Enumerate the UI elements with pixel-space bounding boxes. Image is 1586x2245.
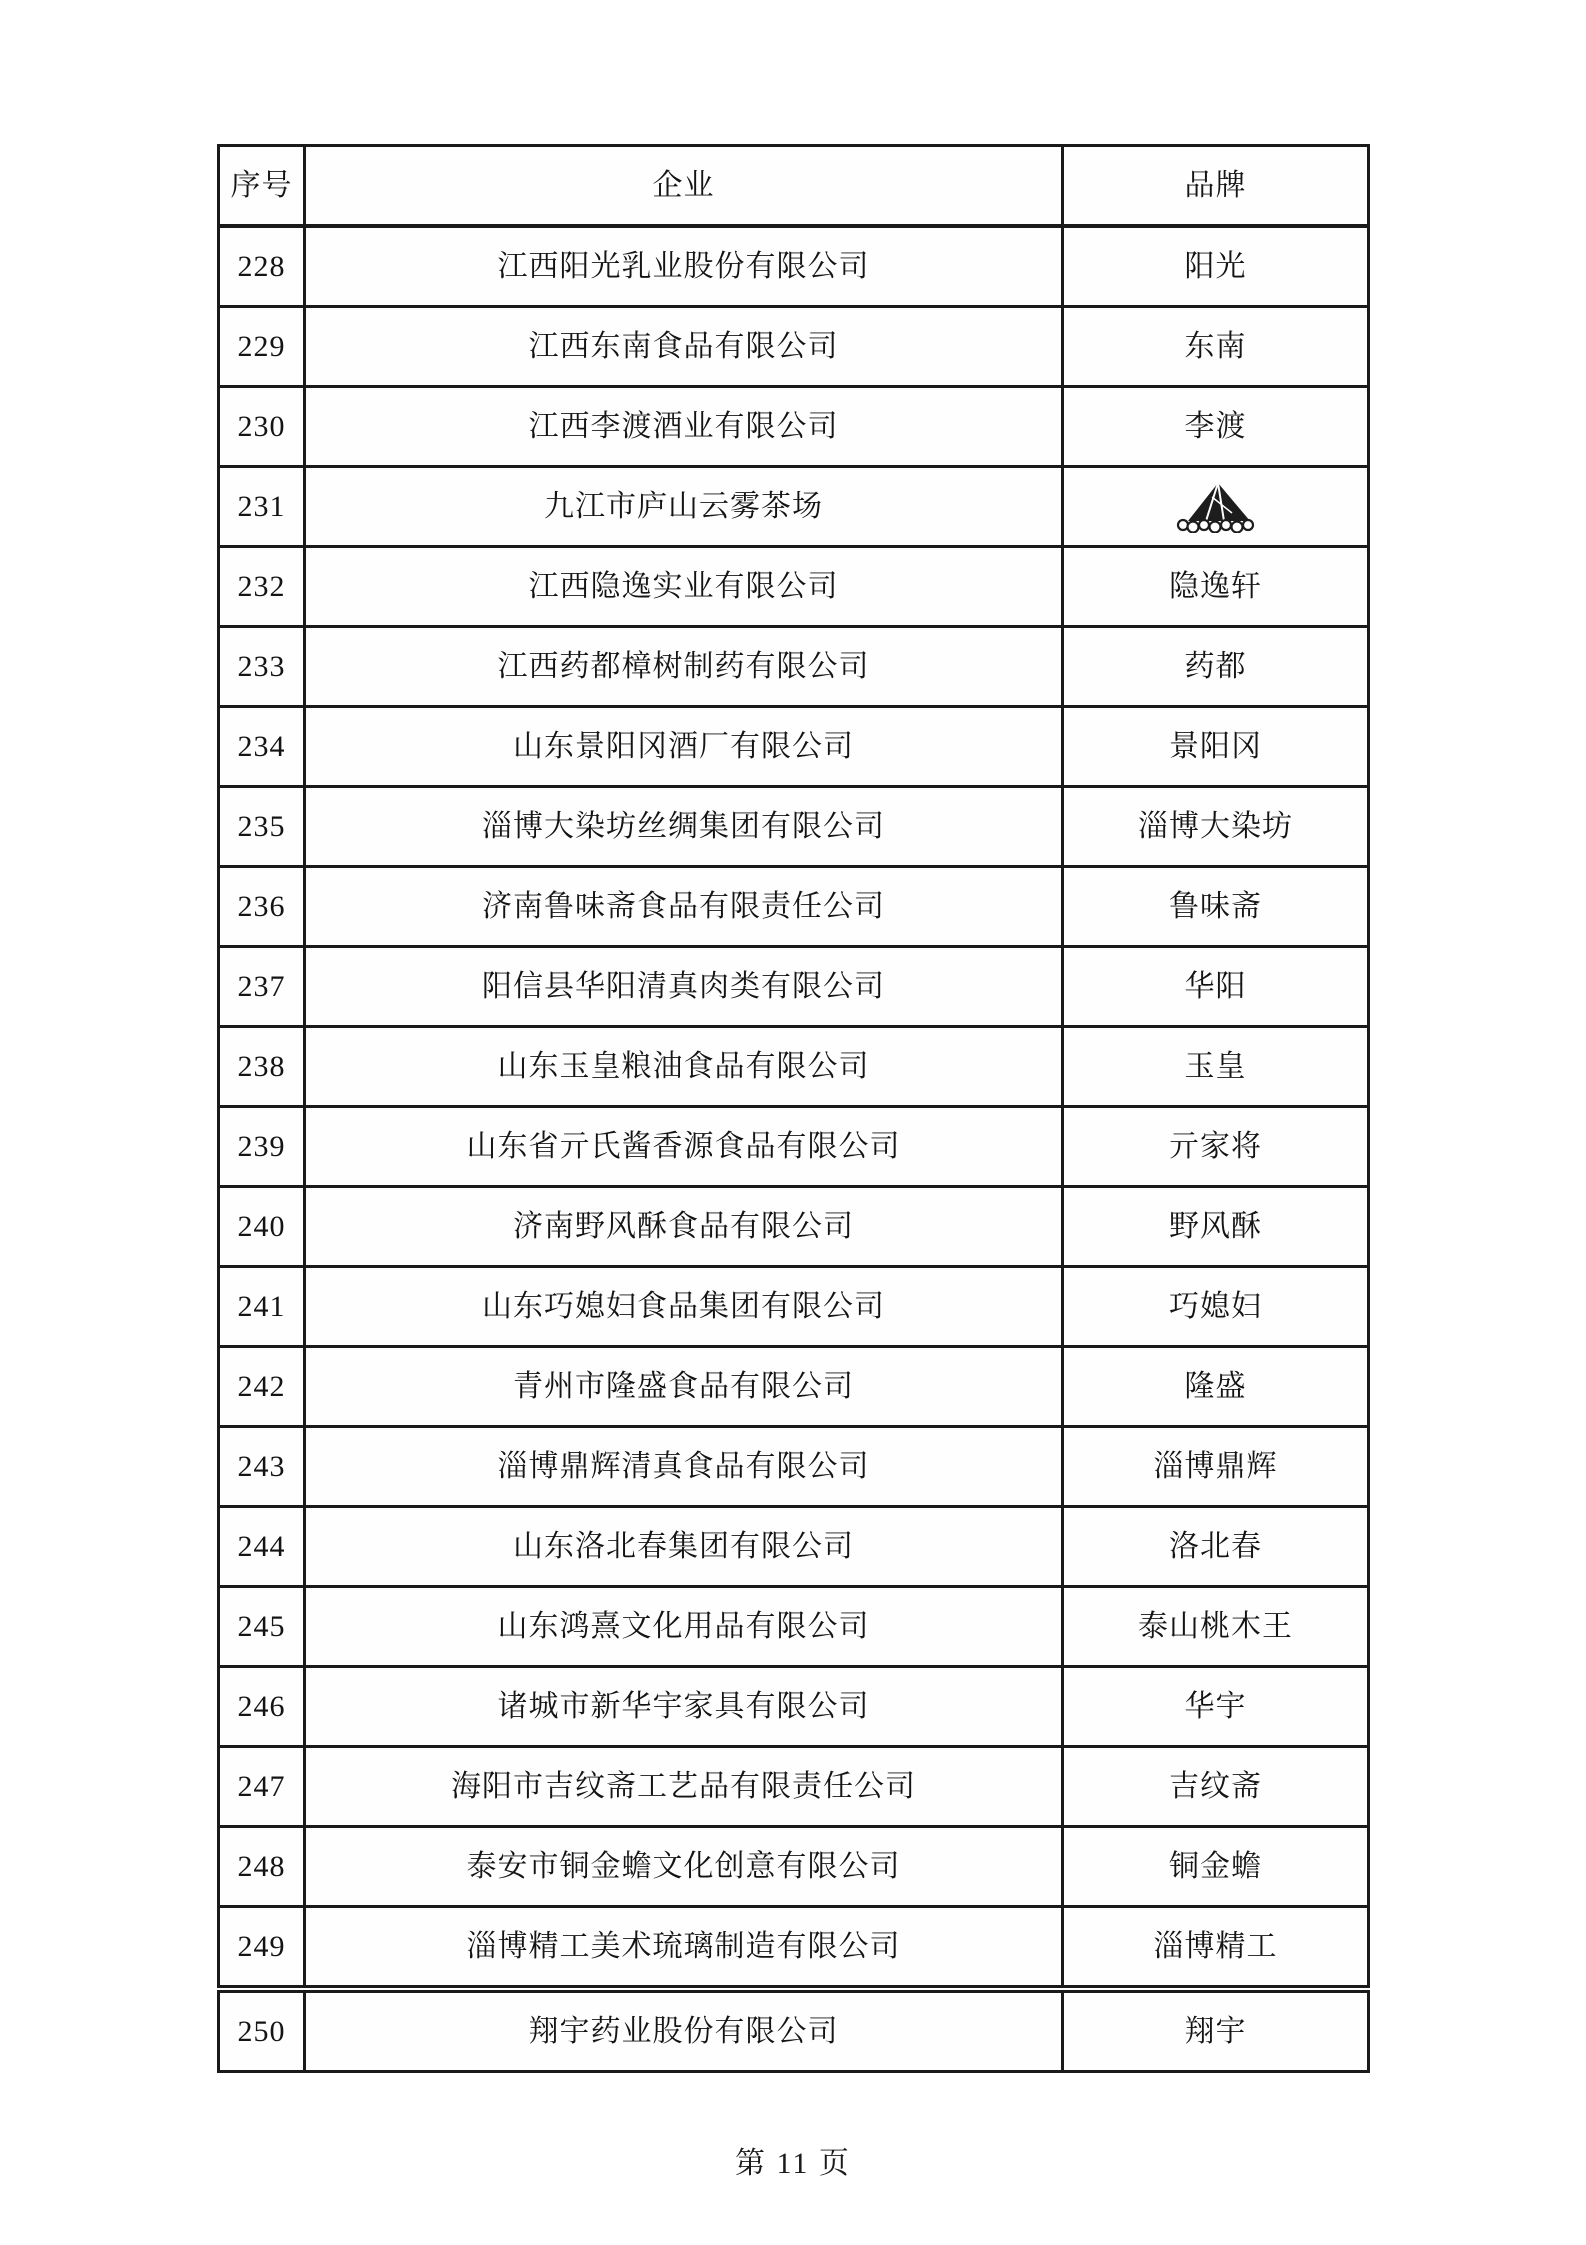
cell-brand: 淄博大染坊 xyxy=(1063,787,1369,867)
cell-brand: 阳光 xyxy=(1063,226,1369,307)
cell-index: 234 xyxy=(219,707,305,787)
cell-index: 244 xyxy=(219,1507,305,1587)
cell-brand: 景阳冈 xyxy=(1063,707,1369,787)
cell-brand: 隆盛 xyxy=(1063,1347,1369,1427)
cell-index: 243 xyxy=(219,1427,305,1507)
cell-company: 翔宇药业股份有限公司 xyxy=(305,1989,1063,2072)
cell-index: 235 xyxy=(219,787,305,867)
header-cell-index: 序号 xyxy=(219,146,305,227)
cell-company: 山东景阳冈酒厂有限公司 xyxy=(305,707,1063,787)
table-row xyxy=(219,467,1369,547)
page-number: 第 11 页 xyxy=(735,2147,851,2180)
cell-brand: 玉皇 xyxy=(1063,1027,1369,1107)
table-row xyxy=(219,1989,1369,2072)
cell-company: 山东玉皇粮油食品有限公司 xyxy=(305,1027,1063,1107)
cell-brand: 巧媳妇 xyxy=(1063,1267,1369,1347)
cell-index: 236 xyxy=(219,867,305,947)
cell-company: 山东省亓氏酱香源食品有限公司 xyxy=(305,1107,1063,1187)
cell-brand: 隐逸轩 xyxy=(1063,547,1369,627)
cell-index: 239 xyxy=(219,1107,305,1187)
mountain-clouds-logo-icon xyxy=(1174,481,1258,533)
table-row xyxy=(219,1587,1369,1667)
cell-index: 242 xyxy=(219,1347,305,1427)
table-row xyxy=(219,947,1369,1027)
table-row xyxy=(219,547,1369,627)
cell-index: 245 xyxy=(219,1587,305,1667)
cell-company: 青州市隆盛食品有限公司 xyxy=(305,1347,1063,1427)
cell-index: 240 xyxy=(219,1187,305,1267)
cell-index: 248 xyxy=(219,1827,305,1907)
cell-brand: 吉纹斋 xyxy=(1063,1747,1369,1827)
table-row xyxy=(219,867,1369,947)
table-row xyxy=(219,1347,1369,1427)
brand-table xyxy=(217,144,1370,2073)
cell-index: 241 xyxy=(219,1267,305,1347)
table-row xyxy=(219,1267,1369,1347)
cell-company: 江西隐逸实业有限公司 xyxy=(305,547,1063,627)
table-row xyxy=(219,1027,1369,1107)
cell-company: 诸城市新华宇家具有限公司 xyxy=(305,1667,1063,1747)
cell-brand: 翔宇 xyxy=(1063,1989,1369,2072)
cell-company: 泰安市铜金蟾文化创意有限公司 xyxy=(305,1827,1063,1907)
cell-index: 237 xyxy=(219,947,305,1027)
cell-brand: 东南 xyxy=(1063,307,1369,387)
cell-index: 246 xyxy=(219,1667,305,1747)
cell-brand: 淄博鼎辉 xyxy=(1063,1427,1369,1507)
cell-index: 229 xyxy=(219,307,305,387)
table-row xyxy=(219,1907,1369,1990)
table-row xyxy=(219,226,1369,307)
cell-brand: 华宇 xyxy=(1063,1667,1369,1747)
cell-index: 249 xyxy=(219,1907,305,1990)
table-body xyxy=(219,226,1369,2072)
cell-company: 济南野风酥食品有限公司 xyxy=(305,1187,1063,1267)
cell-company: 江西药都樟树制药有限公司 xyxy=(305,627,1063,707)
cell-index: 233 xyxy=(219,627,305,707)
cell-company: 江西李渡酒业有限公司 xyxy=(305,387,1063,467)
cell-company: 海阳市吉纹斋工艺品有限责任公司 xyxy=(305,1747,1063,1827)
cell-brand: 亓家将 xyxy=(1063,1107,1369,1187)
cell-company: 阳信县华阳清真肉类有限公司 xyxy=(305,947,1063,1027)
cell-brand xyxy=(1063,467,1369,547)
cell-company: 淄博大染坊丝绸集团有限公司 xyxy=(305,787,1063,867)
cell-brand: 淄博精工 xyxy=(1063,1907,1369,1990)
header-cell-company: 企业 xyxy=(305,146,1063,227)
table-header-row xyxy=(219,146,1369,227)
table-row xyxy=(219,1507,1369,1587)
table-row xyxy=(219,1667,1369,1747)
cell-index: 247 xyxy=(219,1747,305,1827)
table-row xyxy=(219,1107,1369,1187)
cell-company: 淄博鼎辉清真食品有限公司 xyxy=(305,1427,1063,1507)
cell-brand: 野风酥 xyxy=(1063,1187,1369,1267)
cell-brand: 洛北春 xyxy=(1063,1507,1369,1587)
cell-index: 230 xyxy=(219,387,305,467)
cell-brand: 鲁味斋 xyxy=(1063,867,1369,947)
cell-brand: 泰山桃木王 xyxy=(1063,1587,1369,1667)
table-row xyxy=(219,1827,1369,1907)
cell-company: 山东洛北春集团有限公司 xyxy=(305,1507,1063,1587)
cell-brand: 华阳 xyxy=(1063,947,1369,1027)
table-row xyxy=(219,1747,1369,1827)
table-row xyxy=(219,627,1369,707)
table-row xyxy=(219,1427,1369,1507)
cell-index: 232 xyxy=(219,547,305,627)
table-row xyxy=(219,307,1369,387)
cell-index: 250 xyxy=(219,1989,305,2072)
cell-company: 山东鸿熹文化用品有限公司 xyxy=(305,1587,1063,1667)
cell-company: 济南鲁味斋食品有限责任公司 xyxy=(305,867,1063,947)
table-row xyxy=(219,1187,1369,1267)
table-row xyxy=(219,387,1369,467)
cell-company: 九江市庐山云雾茶场 xyxy=(305,467,1063,547)
cell-brand: 铜金蟾 xyxy=(1063,1827,1369,1907)
cell-index: 238 xyxy=(219,1027,305,1107)
cell-brand: 药都 xyxy=(1063,627,1369,707)
cell-company: 淄博精工美术琉璃制造有限公司 xyxy=(305,1907,1063,1990)
table-row xyxy=(219,707,1369,787)
cell-company: 山东巧媳妇食品集团有限公司 xyxy=(305,1267,1063,1347)
table-row xyxy=(219,787,1369,867)
cell-index: 231 xyxy=(219,467,305,547)
page-footer xyxy=(0,2138,1586,2182)
header-cell-brand: 品牌 xyxy=(1063,146,1369,227)
cell-company: 江西东南食品有限公司 xyxy=(305,307,1063,387)
cell-brand: 李渡 xyxy=(1063,387,1369,467)
cell-company: 江西阳光乳业股份有限公司 xyxy=(305,226,1063,307)
cell-index: 228 xyxy=(219,226,305,307)
brand-logo xyxy=(1174,481,1258,533)
